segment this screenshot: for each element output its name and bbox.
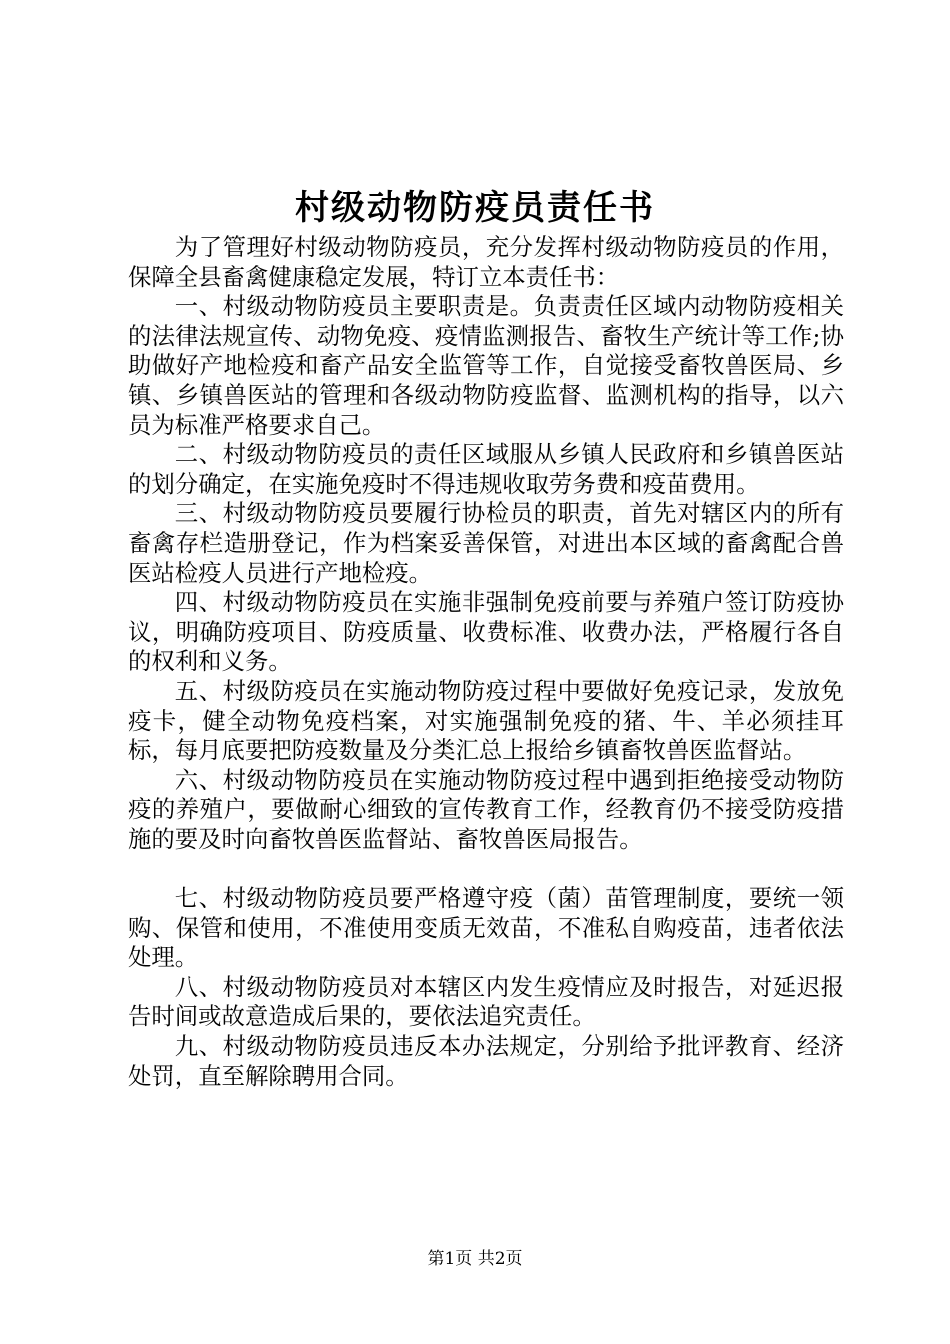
paragraph-intro: 为了管理好村级动物防疫员，充分发挥村级动物防疫员的作用，保障全县畜禽健康稳定发展，特订立本责任书： — [128, 233, 844, 291]
document-title: 村级动物防疫员责任书 — [295, 188, 655, 228]
paragraph-6: 六、村级动物防疫员在实施动物防疫过程中遇到拒绝接受动物防疫的养殖户，要做耐心细致的宣传教育工作，经教育仍不接受防疫措施的要及时向畜牧兽医监督站、畜牧兽医局报告。 — [128, 765, 844, 853]
paragraph-5: 五、村级防疫员在实施动物防疫过程中要做好免疫记录，发放免疫卡，健全动物免疫档案，对实施强制免疫的猪、牛、羊必须挂耳标，每月底要把防疫数量及分类汇总上报给乡镇畜牧兽医监督站。 — [128, 676, 844, 765]
paragraph-1: 一、村级动物防疫员主要职责是。负责责任区域内动物防疫相关的法律法规宣传、动物免疫、疫情监测报告、畜牧生产统计等工作;协助做好产地检疫和畜产品安全监管等工作，自觉接受畜牧兽医局、乡镇、乡镇兽医站的管理和各级动物防疫监督、监测机构的指导，以六员为标准严格要求自己。 — [128, 292, 844, 439]
paragraph-2: 二、村级动物防疫员的责任区域服从乡镇人民政府和乡镇兽医站的划分确定，在实施免疫时不得违规收取劳务费和疫苗费用。 — [128, 440, 844, 498]
document-body — [128, 233, 844, 1091]
paragraph-3: 三、村级动物防疫员要履行协检员的职责，首先对辖区内的所有畜禽存栏造册登记，作为档案妥善保管，对进出本区域的畜禽配合兽医站检疫人员进行产地检疫。 — [128, 499, 844, 587]
page-footer: 第1页 共2页 — [427, 1249, 523, 1269]
paragraph-7: 七、村级动物防疫员要严格遵守疫（菌）苗管理制度，要统一领购、保管和使用，不准使用变质无效苗，不准私自购疫苗，违者依法处理。 — [128, 884, 844, 972]
paragraph-8: 八、村级动物防疫员对本辖区内发生疫情应及时报告，对延迟报告时间或故意造成后果的，要依法追究责任。 — [128, 972, 844, 1031]
paragraph-9: 九、村级动物防疫员违反本办法规定，分别给予批评教育、经济处罚，直至解除聘用合同。 — [128, 1032, 844, 1090]
paragraph-4: 四、村级动物防疫员在实施非强制免疫前要与养殖户签订防疫协议，明确防疫项目、防疫质量、收费标准、收费办法，严格履行各自的权利和义务。 — [128, 588, 844, 676]
